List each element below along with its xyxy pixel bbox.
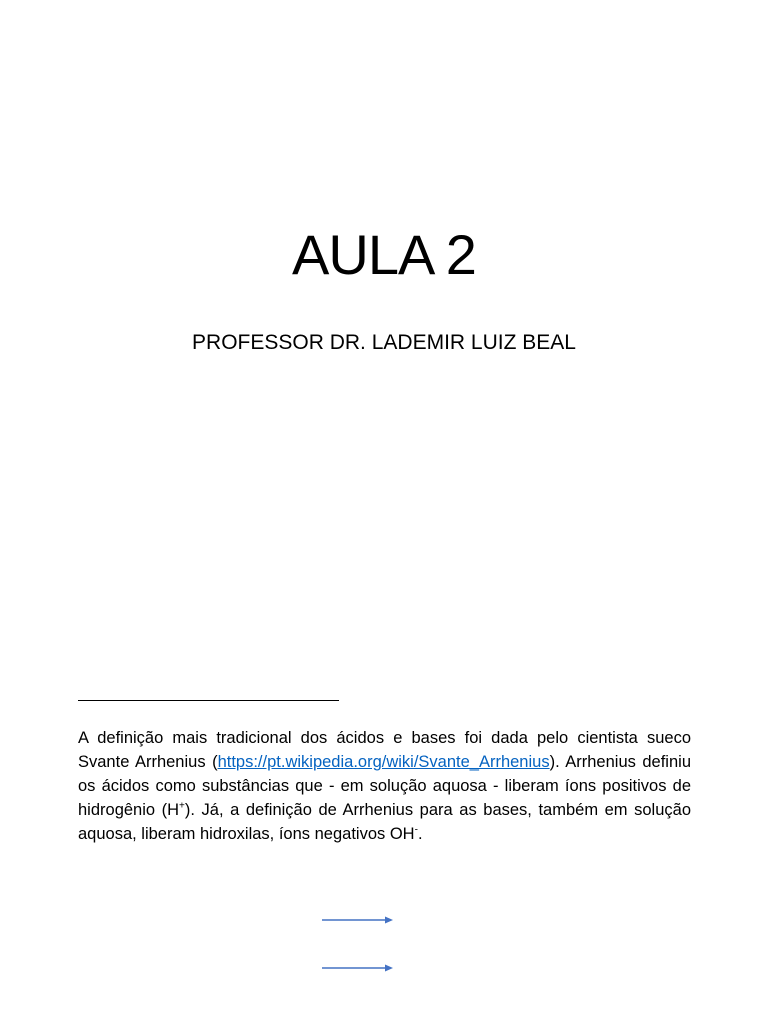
wikipedia-link[interactable]: https://pt.wikipedia.org/wiki/Svante_Arrhenius [217, 753, 550, 771]
footnote-paragraph [78, 726, 691, 846]
footnote-text-2: ). Arrhenius definiu os ácidos como substâncias que - em solução aquosa - liberam íons positivos de hidrogênio (H [78, 753, 691, 819]
arrow-right-icon [322, 963, 394, 973]
footnote-separator [78, 700, 339, 701]
page-title: AULA 2 [292, 223, 476, 286]
page-subtitle: PROFESSOR DR. LADEMIR LUIZ BEAL [192, 331, 576, 354]
superscript-minus: - [414, 824, 418, 836]
footnote-text-1: A definição mais tradicional dos ácidos e bases foi dada pelo cientista sueco Svante Arrhenius ( [78, 729, 691, 771]
arrow-right-icon [322, 915, 394, 925]
footnote-text-3: ). Já, a definição de Arrhenius para as bases, também em solução aquosa, liberam hidroxilas, íons negativos OH [78, 801, 691, 843]
footnote-text-4: . [417, 825, 423, 843]
superscript-plus: + [179, 800, 185, 812]
